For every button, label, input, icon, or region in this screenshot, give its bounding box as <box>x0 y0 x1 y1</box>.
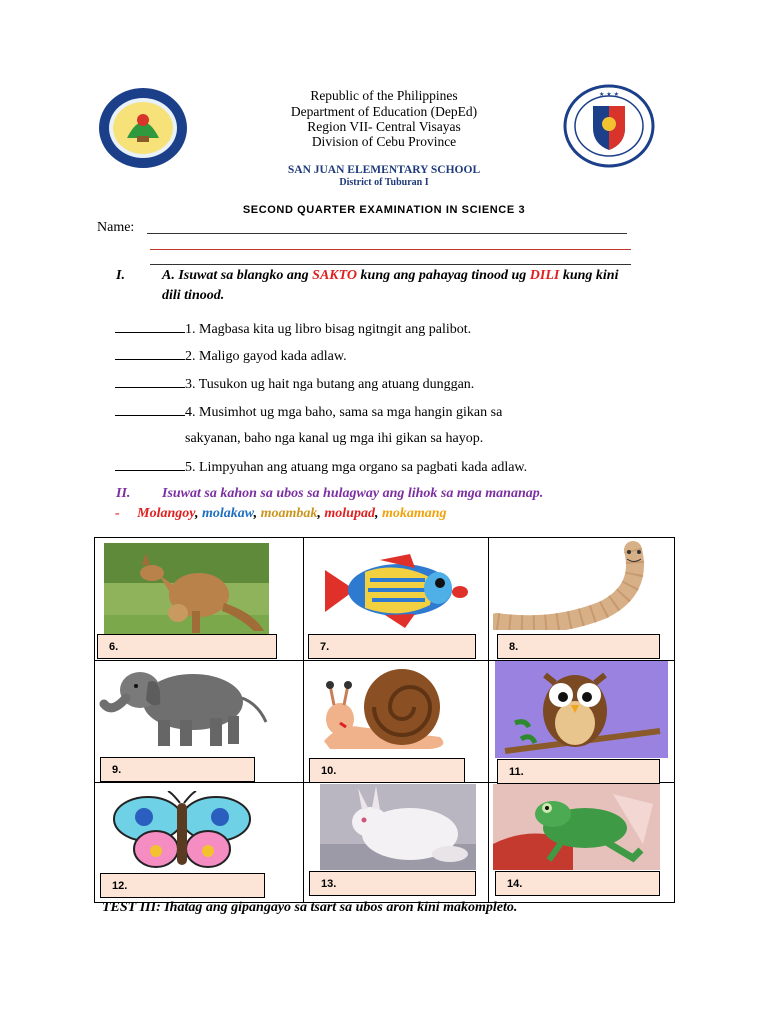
answer-box[interactable]: 12. <box>100 873 265 898</box>
header-republic: Republic of the Philippines <box>310 88 458 103</box>
test3-instruction: TEST III: Ihatag ang gipangayo sa tsart sa ubos aron kini makompleto. <box>102 900 518 915</box>
table-divider <box>488 538 489 902</box>
answer-blank[interactable] <box>115 320 185 333</box>
elephant-image <box>98 664 268 748</box>
worm-image <box>493 540 653 630</box>
name-line-3 <box>150 264 631 265</box>
choice-word: moambak <box>260 506 318 521</box>
svg-text:★ ★ ★: ★ ★ ★ <box>599 91 619 98</box>
header-region: Region VII- Central Visayas <box>307 119 461 134</box>
answer-box[interactable]: 9. <box>100 757 255 782</box>
district-name: District of Tuburan I <box>339 177 429 188</box>
part1-instruction: A. Isuwat sa blangko ang SAKTO kung ang pahayag tinood ug DILI kung kini dili tinood. <box>162 268 619 303</box>
keyword-sakto: SAKTO <box>312 268 358 283</box>
answer-box[interactable]: 11. <box>497 759 660 784</box>
part2-instruction: Isuwat sa kahon sa ubos sa hulagway ang lihok sa mga mananap. <box>162 486 544 501</box>
part2-numeral: II. <box>116 486 131 501</box>
name-line-2 <box>150 249 631 250</box>
question-item: 2. Maligo gayod kada adlaw. <box>115 347 347 365</box>
answer-box[interactable]: 14. <box>495 871 660 896</box>
answer-blank[interactable] <box>115 458 185 471</box>
choice-word: mokamang <box>381 506 447 521</box>
question-item: 5. Limpyuhan ang atuang mga organo sa pagbati kada adlaw. <box>115 458 527 476</box>
name-label: Name: <box>97 220 135 235</box>
rabbit-image <box>320 784 476 870</box>
question-item-continued: sakyanan, baho nga kanal ug mga ihi gikan sa hayop. <box>185 431 484 446</box>
fish-image <box>320 550 470 630</box>
snail-image <box>320 667 455 751</box>
butterfly-image <box>112 791 252 871</box>
answer-blank[interactable] <box>115 375 185 388</box>
answer-box[interactable]: 7. <box>308 634 476 659</box>
question-item: 3. Tusukon ug hait nga butang ang atuang dunggan. <box>115 375 474 393</box>
answer-blank[interactable] <box>115 347 185 360</box>
choice-word: molakaw <box>202 506 254 521</box>
table-divider <box>303 538 304 902</box>
kangaroo-image <box>104 543 269 635</box>
answer-box[interactable]: 13. <box>309 871 476 896</box>
school-name: SAN JUAN ELEMENTARY SCHOOL <box>287 164 481 176</box>
header-division: Division of Cebu Province <box>311 134 457 149</box>
answer-blank[interactable] <box>115 403 185 416</box>
answer-box[interactable]: 10. <box>309 758 465 783</box>
name-line[interactable] <box>147 233 627 234</box>
question-item: 4. Musimhot ug mga baho, sama sa mga hangin gikan sa <box>115 403 502 421</box>
header-department: Department of Education (DepEd) <box>290 104 478 119</box>
choices-bullet: - <box>115 506 120 521</box>
choice-word: molupad <box>324 506 375 521</box>
frog-image <box>493 784 660 870</box>
part1-numeral: I. <box>116 268 125 283</box>
choice-word: Molangoy <box>137 506 195 521</box>
answer-box[interactable]: 6. <box>97 634 277 659</box>
keyword-dili: DILI <box>529 268 560 283</box>
exam-title: SECOND QUARTER EXAMINATION IN SCIENCE 3 <box>242 204 526 216</box>
owl-image <box>495 661 668 758</box>
choices-list: - Molangoy, molakaw, moambak, molupad, mokamang <box>115 506 447 521</box>
question-item: 1. Magbasa kita ug libro bisag ngitngit ang palibot. <box>115 320 471 338</box>
answer-box[interactable]: 8. <box>497 634 660 659</box>
